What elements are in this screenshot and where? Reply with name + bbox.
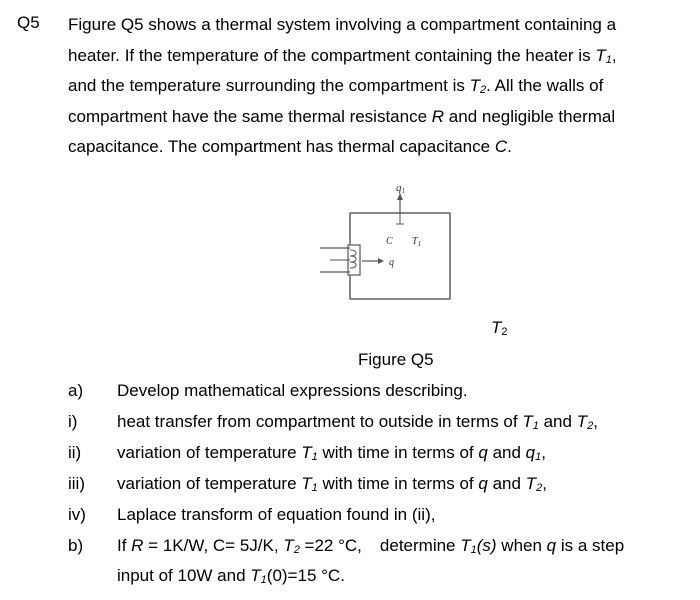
sub-question-label: iv) bbox=[68, 505, 86, 524]
math-subscript: 2 bbox=[293, 544, 300, 556]
math-subscript: 1 bbox=[260, 574, 267, 586]
math-subscript: 1 bbox=[311, 482, 318, 494]
label-t1: $T_1$ bbox=[412, 236, 422, 248]
compartment-wall bbox=[350, 213, 450, 299]
math-subscript: 1 bbox=[470, 544, 477, 556]
math-subscript: 1 bbox=[311, 451, 318, 463]
math-variable: $T_1$ bbox=[595, 45, 612, 66]
sub-question-text: variation of temperature $T_1$ with time in terms of q and $T_2$, bbox=[117, 474, 547, 494]
sub-question-text: heat transfer from compartment to outside in terms of $T_1$ and $T_2$, bbox=[117, 412, 598, 432]
math-variable: $q_1$ bbox=[525, 443, 542, 463]
math-variable: $T_2$ bbox=[283, 536, 300, 556]
outside-temperature-label: $T_2$ bbox=[491, 318, 508, 338]
math-subscript: 1 bbox=[605, 53, 612, 66]
math-subscript: 2 bbox=[536, 482, 543, 494]
thermal-system-figure bbox=[300, 180, 530, 340]
math-variable: $T_2$ bbox=[525, 474, 543, 494]
label-q: q bbox=[389, 257, 394, 268]
question-intro bbox=[68, 10, 692, 163]
math-variable: R bbox=[131, 536, 144, 555]
math-variable: q bbox=[546, 536, 557, 555]
math-variable: $T_1$ bbox=[301, 443, 318, 463]
math-variable: q bbox=[478, 443, 488, 462]
math-variable: q bbox=[478, 474, 488, 493]
intro-line: and the temperature surrounding the compartment is $T_2$. All the walls of bbox=[68, 76, 604, 96]
label-q1: q1 bbox=[396, 182, 405, 195]
sub-question-text: If R = 1K/W, C= 5J/K, $T_2 =22$ °C, determine $T_1(s)$ when q is a step bbox=[117, 536, 625, 556]
math-variable: $T_1$ bbox=[460, 536, 477, 556]
intro-line: capacitance. The compartment has thermal capacitance C. bbox=[68, 137, 512, 156]
math-variable: (s) bbox=[476, 536, 497, 555]
question-number: Q5 bbox=[17, 13, 40, 32]
heat-flow-q-arrowhead bbox=[378, 258, 384, 264]
label-capacitance: C bbox=[386, 236, 393, 247]
sub-question-label: i) bbox=[68, 412, 78, 431]
sub-question-label: iii) bbox=[68, 474, 85, 493]
math-variable: R bbox=[431, 106, 445, 126]
math-variable: $T_2$ bbox=[469, 76, 487, 96]
math-subscript: 1 bbox=[532, 420, 539, 432]
math-subscript: 2 bbox=[480, 84, 487, 96]
math-subscript: 2 bbox=[587, 420, 594, 432]
sub-question-text: Develop mathematical expressions describing. bbox=[117, 381, 468, 400]
intro-line: heater. If the temperature of the compartment containing the heater is $T_1$, bbox=[68, 45, 617, 66]
figure-caption: Figure Q5 bbox=[358, 350, 434, 369]
intro-line: Figure Q5 shows a thermal system involving a compartment containing a bbox=[68, 15, 617, 34]
sub-question-text: input of 10W and $T_1(0)=15$ °C. bbox=[117, 566, 345, 586]
math-variable: $T_1$ bbox=[301, 474, 318, 494]
sub-question-label: a) bbox=[68, 381, 84, 400]
sub-question-text: Laplace transform of equation found in (ii), bbox=[117, 505, 436, 524]
math-variable: $T_1$ bbox=[250, 566, 267, 586]
sub-question-text: variation of temperature $T_1$ with time in terms of q and $q_1$, bbox=[117, 443, 546, 463]
intro-line: compartment have the same thermal resistance R and negligible thermal bbox=[68, 106, 616, 126]
math-subscript: 1 bbox=[535, 451, 542, 463]
math-variable: $T_1$ bbox=[522, 412, 539, 432]
math-variable: $T_2$ bbox=[576, 412, 594, 432]
sub-question-label: ii) bbox=[68, 443, 82, 462]
math-variable: C bbox=[494, 137, 508, 156]
sub-question-label: b) bbox=[68, 536, 84, 555]
